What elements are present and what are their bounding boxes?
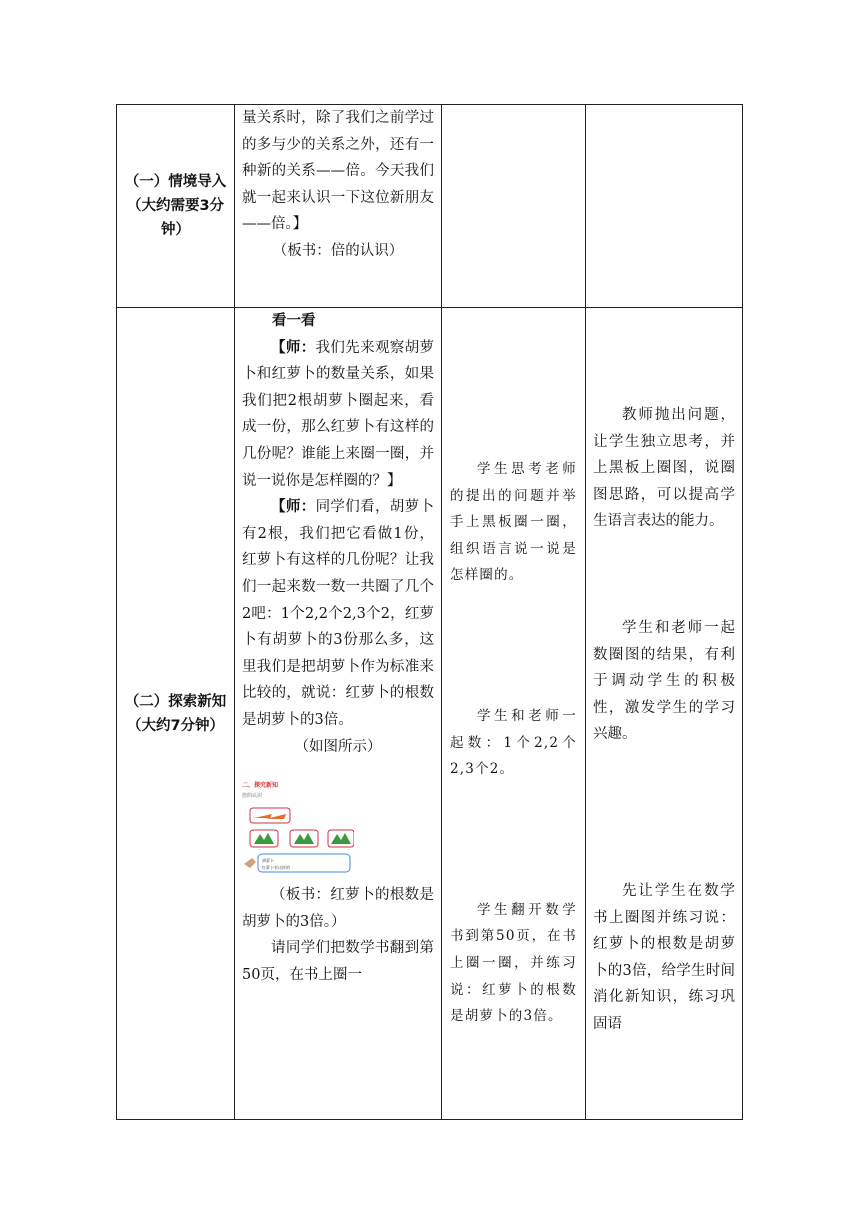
teacher-paragraph-2 [242, 494, 434, 733]
stage-cell-1 [117, 105, 235, 308]
carrot-icon [254, 814, 286, 819]
design-intent-1: 教师抛出问题，让学生独立思考，并上黑板上圈图，说圈图思路，可以提高学生语言表达的能力。 [593, 407, 735, 530]
design-intent-3: 先让学生在数学书上圈图并练习说：红萝卜的根数是胡萝卜的3倍，给学生时间消化新知识，练习巩固语 [593, 882, 735, 1032]
teacher-body: 我们先来观察胡萝卜和红萝卜的数量关系，如果我们把2根胡萝卜圈起来，看成一份，那么红萝卜有这样的几份呢？谁能上来圈一圈，并说一说你是怎样圈的？】 [242, 339, 435, 489]
teacher-body: 同学们看，胡萝卜有2根，我们把它看做1份，红萝卜有这样的几份呢？让我们一起来数一数一共圈了几个2吧：1个2,2个2,3个2，红萝卜有胡萝卜的3份那么多，这里我们是把胡萝卜作为标准来比较的，就说：红萝卜的根数是胡萝卜的3倍。 [242, 499, 435, 728]
board-note-2: （板书：红萝卜的根数是胡萝卜的3倍。） [242, 887, 434, 930]
student-activity-1: 学生思考老师的提出的问题并举手上黑板圈一圈，组织语言说一说是怎样圈的。 [450, 461, 577, 584]
figure-note: （如图所示） [294, 738, 382, 755]
thumb-subtitle: 倍的认识 [242, 793, 263, 800]
row-situation-intro [117, 105, 743, 308]
section-heading: 看一看 [272, 313, 316, 329]
design-intent-2: 学生和老师一起数圈图的结果，有利于调动学生的积极性，激发学生的学习兴趣。 [593, 619, 735, 743]
teacher-activity-cell-2 [235, 308, 442, 1120]
design-intent-cell-1 [586, 105, 743, 308]
carrot-figure [242, 778, 354, 878]
thumb-title: 二、探究新知 [242, 782, 279, 790]
hand-icon [244, 858, 256, 868]
design-intent-cell-2 [586, 308, 743, 1120]
slide-thumbnail [242, 778, 354, 878]
row-explore-new [117, 308, 743, 1120]
teacher-text: 量关系时，除了我们之前学过的多与少的关系之外，还有一种新的关系——倍。今天我们就一起来认识一下这位新朋友——倍。】 [242, 110, 434, 233]
student-activity-cell-2 [442, 308, 586, 1120]
bubble-text-1: 胡萝卜 [262, 858, 274, 864]
stage-duration: （大约需要3分钟） [126, 198, 225, 238]
student-activity-2: 学生和老师一起数：1个2,2个2,3个2。 [450, 707, 577, 778]
radish-icon [254, 833, 351, 844]
teacher-paragraph-1 [242, 335, 434, 495]
stage-cell-2 [117, 308, 235, 1120]
teacher-activity-cell-1 [235, 105, 442, 308]
lesson-plan-table [116, 104, 743, 1120]
teacher-tag: 【师： [271, 338, 316, 356]
teacher-paragraph-3: 请同学们把数学书翻到第50页，在书上圈一 [242, 940, 434, 983]
teacher-tag: 【师： [271, 498, 316, 516]
student-activity-3: 学生翻开数学书到第50页，在书上圈一圈，并练习说：红萝卜的根数是胡萝卜的3倍。 [450, 901, 577, 1025]
board-note: （板书：倍的认识） [272, 242, 404, 259]
stage-title: （二）探索新知 [124, 693, 227, 710]
student-activity-cell-1 [442, 105, 586, 308]
stage-title: （一）情境导入 [124, 174, 227, 190]
bubble-text-2: 红萝卜有这样的 [262, 865, 290, 871]
stage-duration: （大约7分钟） [126, 717, 225, 734]
